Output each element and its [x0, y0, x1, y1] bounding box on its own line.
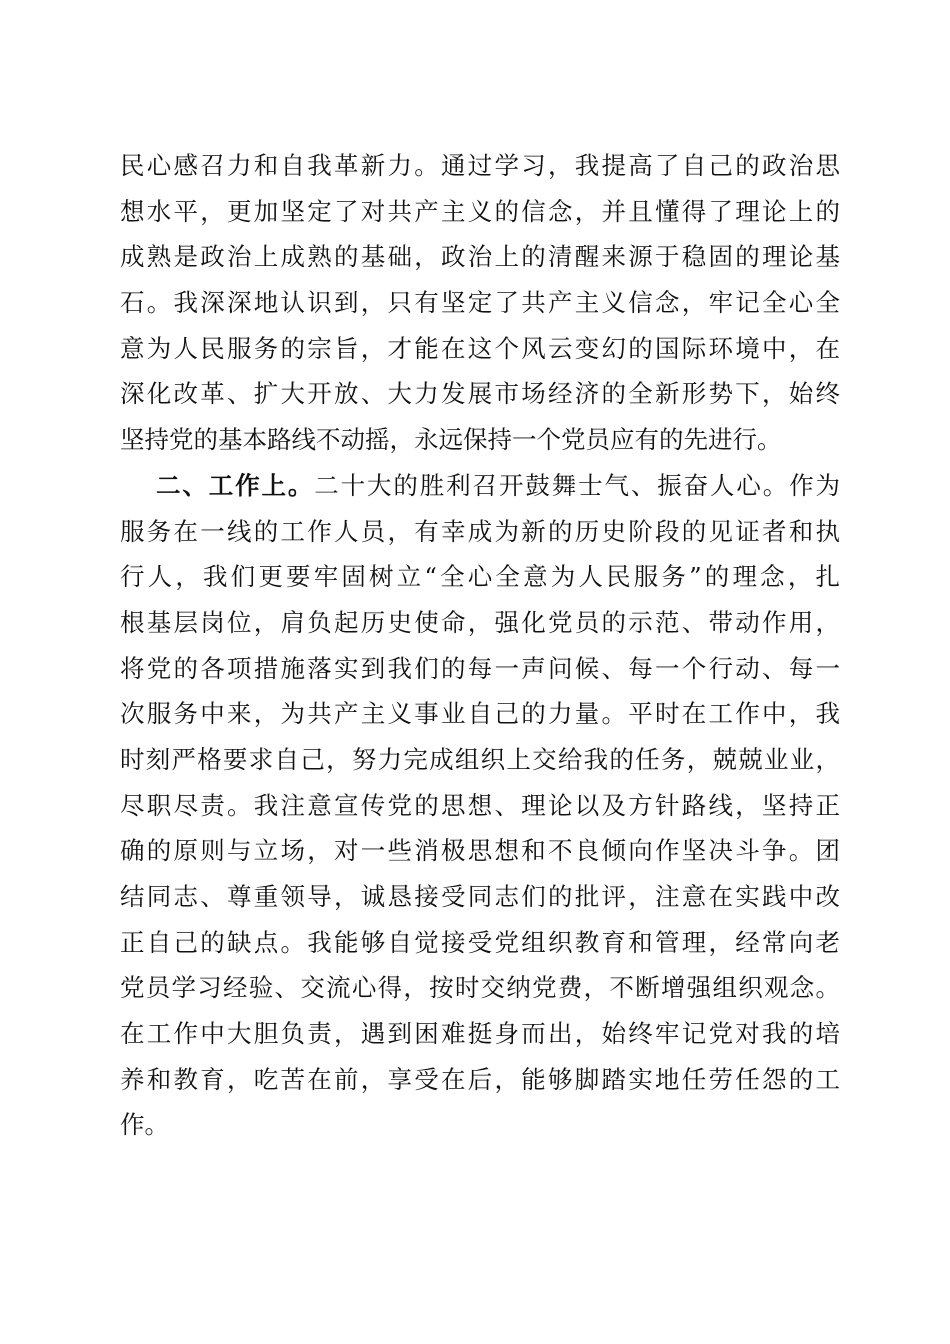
text-line: 民心感召力和自我革新力。通过学习，我提高了自己的政治思: [120, 151, 840, 180]
text-line: 石。我深深地认识到，只有坚定了共产主义信念，牢记全心全: [120, 288, 840, 318]
text-line: 尽职尽责。我注意宣传党的思想、理论以及方针路线，坚持正: [120, 790, 840, 820]
text-line: 在工作中大胆负责，遇到困难挺身而出，始终牢记党对我的培: [120, 1019, 840, 1049]
paragraph-political-study: [120, 143, 840, 463]
text-line: 成熟是政治上成熟的基础，政治上的清醒来源于稳固的理论基: [120, 242, 840, 272]
text-line: 想水平，更加坚定了对共产主义的信念，并且懂得了理论上的: [120, 196, 840, 226]
text-line-rest: 二十大的胜利召开鼓舞士气、振奋人心。作为: [314, 470, 840, 500]
text-line: 将党的各项措施落实到我们的每一声问候、每一个行动、每一: [120, 653, 840, 683]
text-line: 养和教育，吃苦在前，享受在后，能够脚踏实地任劳任怨的工: [120, 1064, 840, 1094]
text-line: 正自己的缺点。我能够自觉接受党组织教育和管理，经常向老: [120, 927, 840, 957]
text-line: 服务在一线的工作人员，有幸成为新的历史阶段的见证者和执: [120, 516, 840, 546]
document-body: [120, 143, 840, 1148]
text-line: 次服务中来，为共产主义事业自己的力量。平时在工作中，我: [120, 699, 840, 729]
section-heading: 二、工作上。: [156, 470, 315, 500]
text-line-first: [120, 463, 840, 509]
text-line: 坚持党的基本路线不动摇，永远保持一个党员应有的先进行。: [120, 425, 782, 455]
text-line: 确的原则与立场，对一些消极思想和不良倾向作坚决斗争。团: [120, 836, 840, 866]
text-line: 根基层岗位，肩负起历史使命，强化党员的示范、带动作用，: [120, 607, 840, 637]
text-line: 意为人民服务的宗旨，才能在这个风云变幻的国际环境中，在: [120, 333, 840, 363]
text-line: 结同志、尊重领导，诚恳接受同志们的批评，注意在实践中改: [120, 882, 840, 911]
paragraph-work: [120, 463, 840, 1148]
text-line: 行人，我们更要牢固树立“全心全意为人民服务”的理念，扎: [120, 562, 840, 592]
text-line: 党员学习经验、交流心得，按时交纳党费，不断增强组织观念。: [120, 973, 840, 1003]
text-line: 深化改革、扩大开放、大力发展市场经济的全新形势下，始终: [120, 379, 840, 409]
text-line: 时刻严格要求自己，努力完成组织上交给我的任务，兢兢业业，: [120, 744, 840, 774]
text-line: 作。: [120, 1110, 169, 1140]
